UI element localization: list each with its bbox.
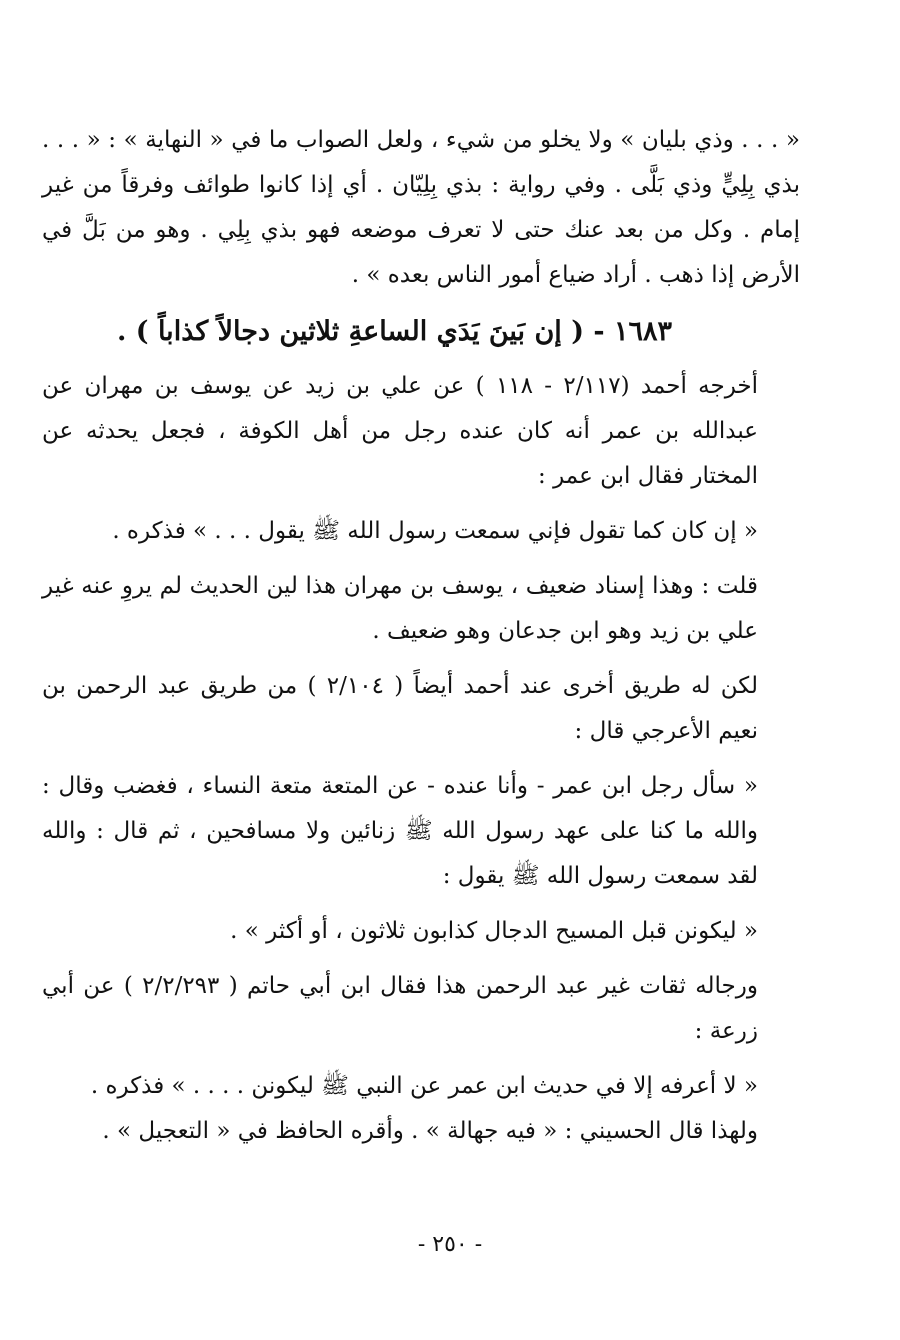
paragraph-isnad-daif: قلت : وهذا إسناد ضعيف ، يوسف بن مهران هذا لين الحديث لم يروِ عنه غير علي بن زيد وهو ابن جدعان وهو ضعيف . — [42, 573, 758, 644]
hadith-heading: ١٦٨٣ - ( إن بَينَ يَدَي الساعةِ ثلاثين دجالاً كذاباً ) . — [116, 316, 672, 347]
quote-mutah-narration: « سأل رجل ابن عمر - وأنا عنده - عن المتعة متعة النساء ، فغضب وقال : والله ما كنا على عهد رسول الله ﷺ زنائين ولا مسافحين ، ثم قال : والله لقد سمعت رسول الله ﷺ يقول : — [42, 773, 758, 889]
paragraph-husayni: ولهذا قال الحسيني : « فيه جهالة » . وأقره الحافظ في « التعجيل » . — [102, 1118, 758, 1144]
body-text — [42, 118, 800, 1154]
paragraph-nihaya-note: « . . . وذي بليان » ولا يخلو من شيء ، ولعل الصواب ما في « النهاية » : « . . . بذي بِلِيٍّ وذي بَلَّى . وفي رواية : بذي بِلِيّان . أي إذا كانوا طوائف وفرقاً من غير إمام . وكل من بعد عنك حتى لا تعرف موضعه فهو بذي بِلِي . وهو من بَلَّ في الأرض إذا ذهب . أراد ضياع أمور الناس بعده » . — [42, 127, 800, 288]
quote-ibn-umar-1: « إن كان كما تقول فإني سمعت رسول الله ﷺ يقول . . . » فذكره . — [112, 518, 758, 544]
page-number: - ٢٥٠ - — [417, 1232, 483, 1257]
quote-dajjal-hadith: « ليكونن قبل المسيح الدجال كذابون ثلاثون ، أو أكثر » . — [230, 918, 758, 944]
paragraph-takhrij-ahmad: أخرجه أحمد (٢/١١٧ - ١١٨ ) عن علي بن زيد عن يوسف بن مهران عن عبدالله بن عمر أنه كان عنده رجل من أهل الكوفة ، فجعل يحدثه عن المختار فقال ابن عمر : — [42, 373, 758, 489]
paragraph-rijal: ورجاله ثقات غير عبد الرحمن هذا فقال ابن أبي حاتم ( ٢/٢/٢٩٣ ) عن أبي زرعة : — [42, 973, 758, 1044]
paragraph-another-route: لكن له طريق أخرى عند أحمد أيضاً ( ٢/١٠٤ ) من طريق عبد الرحمن بن نعيم الأعرجي قال : — [42, 673, 758, 744]
quote-abu-zurah: « لا أعرفه إلا في حديث ابن عمر عن النبي ﷺ ليكونن . . . . » فذكره . — [90, 1073, 758, 1099]
